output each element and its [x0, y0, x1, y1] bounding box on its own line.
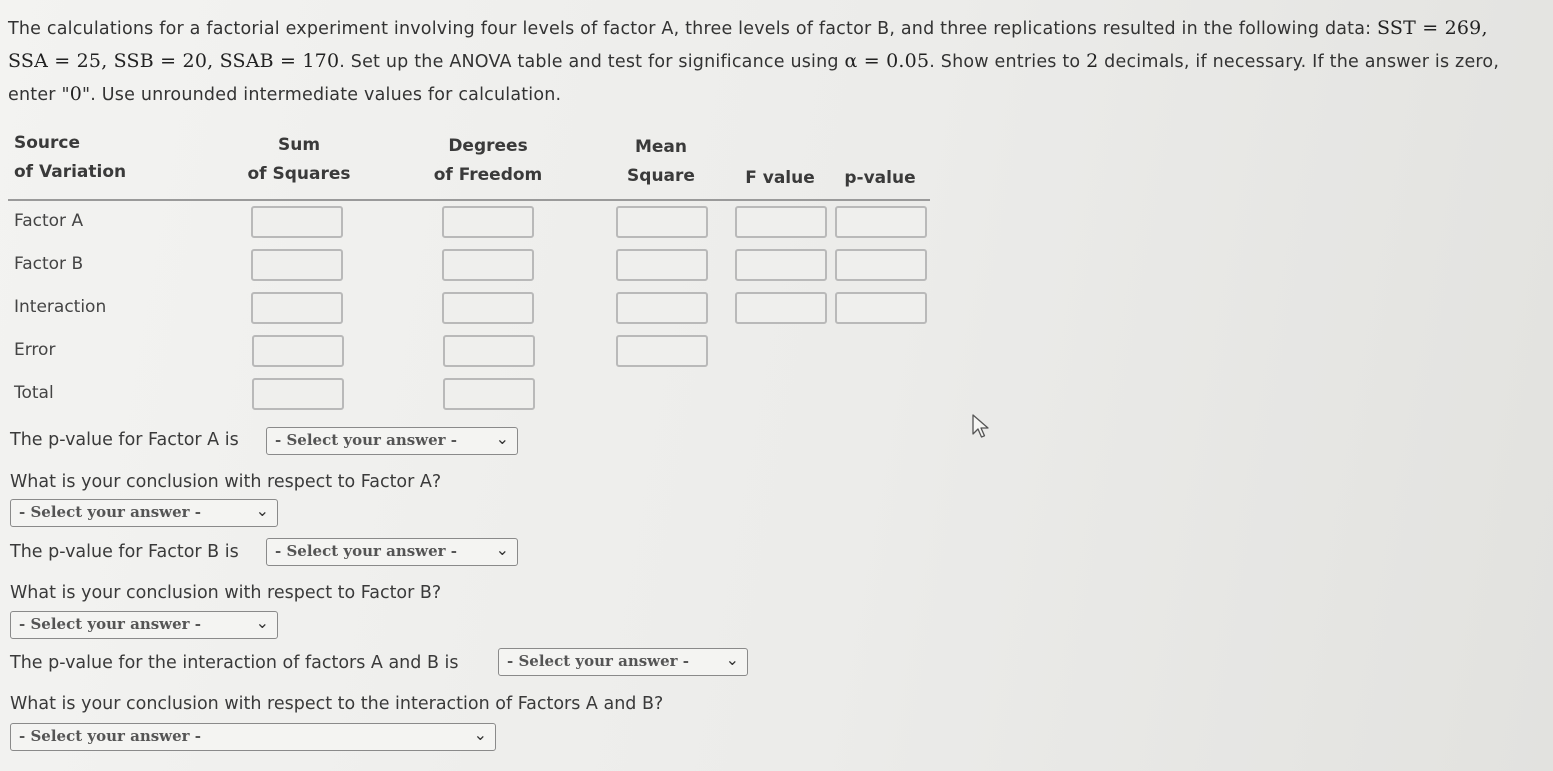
ss-error-input[interactable]: [252, 335, 344, 367]
select-placeholder: - Select your answer -: [507, 652, 689, 670]
problem-statement: [8, 12, 1538, 111]
select-placeholder: - Select your answer -: [19, 727, 201, 745]
p-factor-b-select[interactable]: [266, 538, 518, 566]
sst-value: SST = 269,: [1377, 17, 1488, 39]
row-label-total: Total: [14, 383, 54, 403]
p-interaction-input[interactable]: [835, 292, 927, 324]
header-p-value: p-value: [844, 168, 916, 188]
chevron-down-icon: ⌄: [725, 650, 739, 669]
row-label-interaction: Interaction: [14, 297, 107, 317]
question-p-factor-b: The p-value for Factor B is: [10, 542, 239, 562]
conclusion-factor-a-select[interactable]: [10, 499, 278, 527]
f-factor-b-input[interactable]: [735, 249, 827, 281]
problem-text: . Show entries to: [929, 52, 1087, 72]
ms-interaction-input[interactable]: [616, 292, 708, 324]
ss-factor-b-input[interactable]: [251, 249, 343, 281]
df-error-input[interactable]: [443, 335, 535, 367]
ss-interaction-input[interactable]: [251, 292, 343, 324]
chevron-down-icon: ⌄: [255, 501, 269, 520]
select-placeholder: - Select your answer -: [275, 431, 457, 449]
chevron-down-icon: ⌄: [495, 429, 509, 448]
chevron-down-icon: ⌄: [473, 725, 487, 744]
header-f-value: F value: [745, 168, 815, 188]
df-factor-a-input[interactable]: [442, 206, 534, 238]
select-placeholder: - Select your answer -: [19, 503, 201, 521]
ms-factor-a-input[interactable]: [616, 206, 708, 238]
ms-factor-b-input[interactable]: [616, 249, 708, 281]
ss-total-input[interactable]: [252, 378, 344, 410]
chevron-down-icon: ⌄: [255, 613, 269, 632]
zero-value: 0: [69, 83, 82, 105]
ss-factor-a-input[interactable]: [251, 206, 343, 238]
problem-text: decimals, if necessary. If the answer is zero, enter ": [8, 52, 1500, 105]
question-p-factor-a: The p-value for Factor A is: [10, 430, 239, 450]
f-factor-a-input[interactable]: [735, 206, 827, 238]
row-label-factor-b: Factor B: [14, 254, 84, 274]
problem-text: . Set up the ANOVA table and test for significance using: [339, 52, 845, 72]
mouse-pointer-icon: [972, 414, 992, 442]
problem-text: ". Use unrounded intermediate values for calculation.: [82, 85, 562, 105]
chevron-down-icon: ⌄: [495, 540, 509, 559]
question-conclusion-factor-a: What is your conclusion with respect to Factor A?: [10, 472, 442, 492]
ms-error-input[interactable]: [616, 335, 708, 367]
conclusion-interaction-select[interactable]: [10, 723, 496, 751]
df-interaction-input[interactable]: [442, 292, 534, 324]
p-factor-a-select[interactable]: [266, 427, 518, 455]
row-label-factor-a: Factor A: [14, 211, 84, 231]
header-mean-square: Mean Square: [627, 137, 695, 186]
question-p-interaction: The p-value for the interaction of factors A and B is: [10, 653, 459, 673]
alpha-value: α = 0.05: [844, 50, 930, 72]
ss-values: SSA = 25, SSB = 20, SSAB = 170: [8, 50, 340, 72]
problem-text: The calculations for a factorial experiment involving four levels of factor A, three levels of factor B, and three replications resulted in the following data:: [8, 19, 1378, 39]
conclusion-factor-b-select[interactable]: [10, 611, 278, 639]
p-interaction-select[interactable]: [498, 648, 748, 676]
question-conclusion-factor-b: What is your conclusion with respect to Factor B?: [10, 583, 442, 603]
decimals-value: 2: [1086, 50, 1099, 72]
header-sum-of-squares: Sum of Squares: [247, 135, 351, 184]
question-conclusion-interaction: What is your conclusion with respect to the interaction of Factors A and B?: [10, 694, 664, 714]
p-factor-b-input[interactable]: [835, 249, 927, 281]
select-placeholder: - Select your answer -: [19, 615, 201, 633]
header-degrees-of-freedom: Degrees of Freedom: [433, 136, 543, 185]
select-placeholder: - Select your answer -: [275, 542, 457, 560]
header-source: Source of Variation: [14, 133, 127, 182]
f-interaction-input[interactable]: [735, 292, 827, 324]
df-total-input[interactable]: [443, 378, 535, 410]
p-factor-a-input[interactable]: [835, 206, 927, 238]
row-label-error: Error: [14, 340, 56, 360]
df-factor-b-input[interactable]: [442, 249, 534, 281]
header-divider: [8, 199, 930, 201]
